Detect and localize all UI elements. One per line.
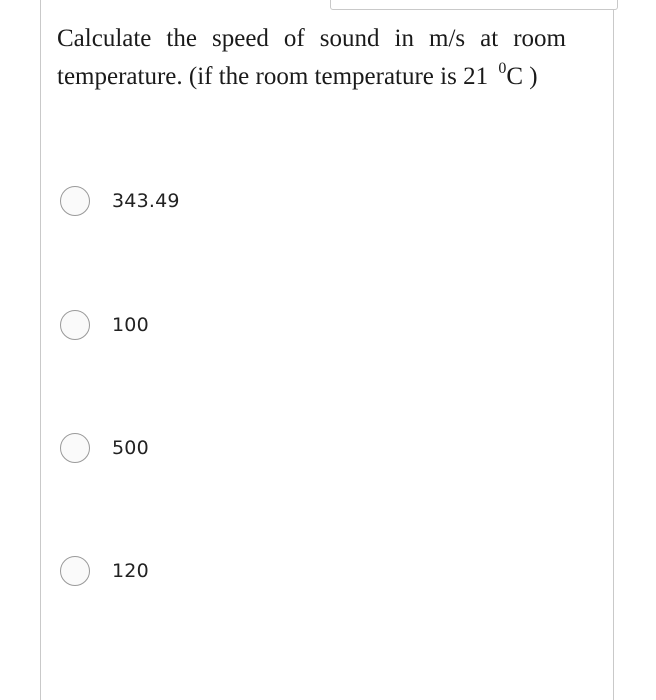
- answer-option-2[interactable]: [60, 309, 149, 341]
- radio-button[interactable]: [60, 556, 90, 586]
- radio-button[interactable]: [60, 186, 90, 216]
- answer-option-3[interactable]: [60, 432, 149, 464]
- answer-option-label: 100: [112, 314, 149, 336]
- answer-option-label: 500: [112, 437, 149, 459]
- degree-superscript: 0: [498, 59, 507, 77]
- question-closing: ): [529, 63, 538, 90]
- question-text: [57, 20, 566, 96]
- answer-option-label: 343.49: [112, 190, 180, 212]
- answer-option-1[interactable]: [60, 185, 180, 217]
- radio-button[interactable]: [60, 433, 90, 463]
- radio-button[interactable]: [60, 310, 90, 340]
- answer-option-label: 120: [112, 560, 149, 582]
- question-body: Calculate the speed of sound in m/s at room temperature. (if the room temperature is 21: [57, 25, 566, 90]
- question-card: [40, 0, 614, 700]
- temperature-unit: C: [506, 63, 524, 90]
- answer-option-4[interactable]: [60, 555, 149, 587]
- top-panel-edge: [330, 0, 618, 10]
